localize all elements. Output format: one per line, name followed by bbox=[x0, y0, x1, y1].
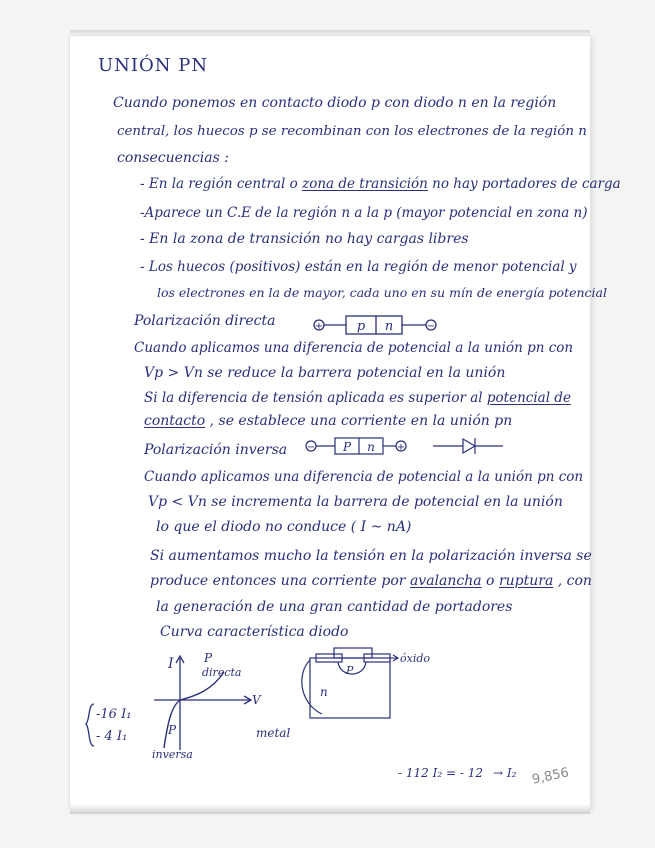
forward-line-3 bbox=[144, 389, 571, 407]
consequence-1-post: no hay portadores de carga bbox=[427, 176, 621, 192]
forward-n-region: n bbox=[384, 319, 394, 334]
iv-inversa-label: inversa bbox=[152, 748, 193, 761]
bottom-equation: - 112 I₂ = - 12 bbox=[398, 766, 483, 780]
cross-section-n-label: n bbox=[320, 685, 328, 699]
margin-note-a: -16 I₁ bbox=[96, 707, 132, 722]
forward-line-2: Vp > Vn se reduce la barrera potencial en la unión bbox=[144, 365, 506, 381]
iv-curve-sketch bbox=[150, 650, 270, 760]
reverse-line-5 bbox=[150, 572, 592, 590]
reverse-heading: Polarización inversa bbox=[144, 442, 288, 458]
cross-section-oxido-label: óxido bbox=[400, 652, 431, 665]
cross-section-metal-label: metal bbox=[256, 726, 291, 740]
iv-p-label: P bbox=[204, 651, 213, 665]
reverse-line-5-avalancha: avalancha bbox=[409, 573, 482, 589]
margin-note-b: - 4 I₁ bbox=[96, 729, 128, 744]
reverse-line-3: lo que el diodo no conduce ( I ~ nA) bbox=[156, 519, 412, 535]
reverse-line-5-mid: o bbox=[481, 573, 499, 589]
forward-line-4 bbox=[144, 412, 512, 430]
consequence-4a: - Los huecos (positivos) están en la región de menor potencial y bbox=[140, 259, 577, 275]
forward-line-1: Cuando aplicamos una diferencia de potencial a la unión pn con bbox=[134, 340, 574, 356]
forward-line-4-underlined: contacto bbox=[144, 413, 206, 429]
reverse-p-region: P bbox=[342, 440, 352, 454]
reverse-line-5-ruptura: ruptura bbox=[498, 573, 554, 589]
forward-minus-terminal: − bbox=[426, 321, 436, 332]
forward-heading: Polarización directa bbox=[134, 313, 276, 329]
reverse-line-4: Si aumentamos mucho la tensión en la polarización inversa se bbox=[150, 548, 592, 564]
page-bottom-edge bbox=[70, 804, 590, 814]
diode-symbol-icon bbox=[433, 438, 503, 454]
consequence-1 bbox=[140, 175, 621, 193]
diode-cross-section bbox=[280, 644, 440, 744]
forward-bias-diagram bbox=[310, 312, 440, 340]
page-number: 9,856 bbox=[530, 765, 571, 788]
consequence-2: -Aparece un C.E de la región n a la p (mayor potencial en zona n) bbox=[140, 205, 588, 221]
reverse-bias-diagram bbox=[303, 435, 513, 459]
iv-x-axis-label: V bbox=[252, 693, 261, 707]
forward-line-3-underlined: potencial de bbox=[486, 390, 571, 406]
forward-plus-terminal: + bbox=[314, 321, 324, 332]
reverse-line-6: la generación de una gran cantidad de portadores bbox=[156, 599, 513, 615]
reverse-plus-terminal: + bbox=[396, 442, 406, 453]
consequence-4b: los electrones en la de mayor, cada uno en su mín de energía potencial bbox=[157, 285, 608, 300]
reverse-line-5-pre: produce entonces una corriente por bbox=[150, 573, 410, 589]
reverse-n-region: n bbox=[367, 440, 375, 454]
iv-p-low-label: P bbox=[168, 723, 177, 737]
forward-line-3-pre: Si la diferencia de tensión aplicada es superior al bbox=[144, 390, 487, 406]
cross-section-p-label: P bbox=[346, 664, 354, 677]
curve-heading: Curva característica diodo bbox=[160, 624, 349, 640]
intro-line-1: Cuando ponemos en contacto diodo p con diodo n en la región bbox=[113, 95, 557, 111]
brace-icon bbox=[82, 702, 96, 748]
forward-p-region: p bbox=[356, 319, 366, 334]
reverse-line-5-post: , con bbox=[553, 573, 592, 589]
intro-line-3: consecuencias : bbox=[117, 150, 229, 166]
reverse-minus-terminal: − bbox=[306, 442, 316, 453]
bottom-equation-result: → I₂ bbox=[493, 766, 517, 780]
consequence-3: - En la zona de transición no hay cargas libres bbox=[140, 231, 469, 247]
iv-y-axis-label: I bbox=[168, 656, 174, 672]
intro-line-2: central, los huecos p se recombinan con los electrones de la región n bbox=[117, 124, 587, 139]
consequence-1-underlined: zona de transición bbox=[302, 176, 428, 192]
iv-directa-label: directa bbox=[202, 666, 242, 679]
reverse-line-1: Cuando aplicamos una diferencia de potencial a la unión pn con bbox=[144, 469, 584, 485]
page-title: UNIÓN PN bbox=[98, 55, 209, 76]
reverse-line-2: Vp < Vn se incrementa la barrera de potencial en la unión bbox=[148, 494, 563, 510]
forward-line-4-post: , se establece una corriente en la unión pn bbox=[205, 413, 513, 429]
consequence-1-pre: - En la región central o bbox=[140, 176, 303, 192]
